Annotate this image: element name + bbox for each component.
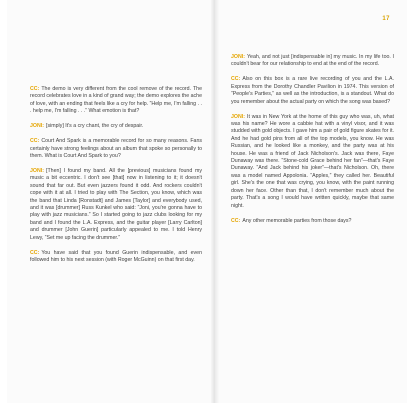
- paragraph-text: You have said that you found Guerin indispensable, and even followed him to his next session (with Roger McGuinn) on that first day.: [30, 249, 202, 264]
- right-column: [231, 54, 394, 233]
- paragraph: [231, 114, 394, 210]
- speaker-label: CC:: [30, 249, 40, 256]
- paragraph-text: Court And Spark is a memorable record for so many reasons. Fans certainly have strong feelings about an album that spoke so personally to them. What is Court And Spark to you?: [30, 138, 202, 160]
- left-column: [30, 86, 202, 272]
- speaker-label: CC:: [231, 217, 241, 224]
- speaker-label: CC:: [30, 86, 40, 92]
- paragraph-text: The demo is very different from the cool remove of the record. The record celebrates love in a kind of grand way; the demo explores the ache of love, with an ending that feels like a cry for help. “Help me, I'm falling . . . help me, I'm falling . . .” What emotion is that?: [30, 86, 202, 115]
- paragraph: [30, 138, 202, 160]
- paragraph: [30, 86, 202, 116]
- paragraph-text: Also on this box is a rare live recording of you and the L.A. Express from the Dorothy Chandler Pavilion in 1974. This version of “People's Parties,” as well as the introduction, is a standout. What do you remember about the actual party on which the song was based?: [231, 76, 394, 105]
- paragraph-text: It was in New York at the home of this guy who was, uh, what was his name? He wore a cabbie hat with a vinyl visor, and it was studded with gold objects. I gave him a pair of gold figure skates for it. And he had gold pins from all of the top models, you know. He was Russian, and he looked like a monkey, and the party was at his house. He was a friend of Jack Nicholson's. Jack was there, Faye Dunaway was there. “Stone-cold Grace behind her fan”—that's Faye Dunaway. “And Jack behind his joker”—that's Nicholson. Oh, there was a model named Appolonia. “Apples,” they called her. Beautiful girl. She's the one that was crying, you know, with the paint running down her face. Other than that, I don't remember much about the party. That's a song I would have written quickly, maybe that same night.: [231, 113, 394, 209]
- paragraph: [231, 218, 394, 225]
- speaker-label: CC:: [231, 76, 241, 83]
- speaker-label: CC:: [30, 138, 40, 145]
- paragraph: [231, 76, 394, 106]
- paragraph: [231, 54, 394, 69]
- paragraph: [30, 123, 202, 130]
- paragraph-text: [simply] It's a cry chant, the cry of despair.: [46, 123, 144, 130]
- book-page: [7, 0, 407, 403]
- paragraph: [30, 168, 202, 242]
- paragraph: [30, 250, 202, 265]
- speaker-label: JONI:: [30, 168, 45, 175]
- paragraph-text: [Then] I found my band. All the [previous] musicians found my music a bit eccentric. I don't see [that] now in listening to it; it doesn't sound that far out. But even jazzers found it odd. And rockers couldn't cope with it at all. I tried to play with The Section, you know, which was the band that Linda [Ronstadt] and James [Taylor] and everybody used, and it was [drummer] Russ Kunkel who said: “Joni, you're gonna have to play with jazz musicians.” So I started going to jazz clubs looking for my band and I found the L.A. Express, and the guitar player [Larry Carlton] and drummer [John Guerin] particularly appealed to me. I told Henry Lewy, “Set me up facing the drummer.”: [30, 168, 202, 241]
- speaker-label: JONI:: [231, 54, 246, 60]
- speaker-label: JONI:: [30, 123, 45, 130]
- page-gutter: [211, 0, 219, 403]
- paragraph-text: Any other memorable parties from those days?: [242, 217, 352, 224]
- paragraph-text: Yeah, and not just [indispensable in] my music. In my life too. I couldn't bear for our relationship to end at the end of the record.: [231, 54, 394, 68]
- page-number: 17: [382, 16, 390, 22]
- speaker-label: JONI:: [231, 113, 246, 120]
